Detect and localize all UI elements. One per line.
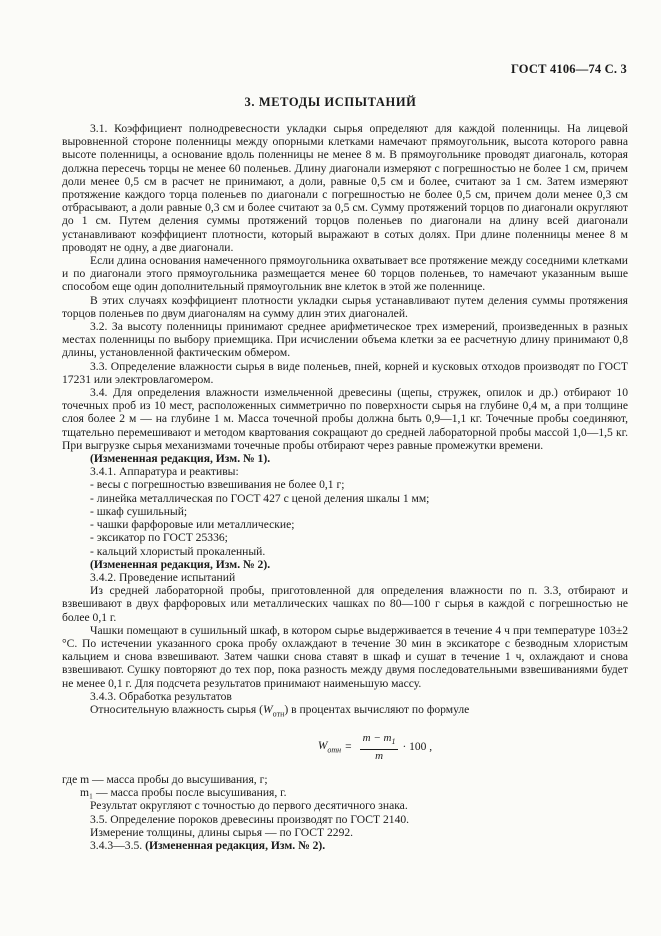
where-line-1: где m — масса пробы до высушивания, г; bbox=[62, 773, 268, 787]
list-item: - чашки фарфоровые или металлические; bbox=[90, 518, 295, 532]
formula-intro-text: Относительную влажность сырья ( bbox=[90, 702, 263, 716]
where-line-2: m₁ — масса пробы после высушивания, г. bbox=[80, 786, 287, 800]
formula-numerator: $m - m_1$ bbox=[360, 732, 399, 749]
moisture-formula bbox=[62, 732, 628, 763]
list-item: - эксикатор по ГОСТ 25336; bbox=[90, 531, 228, 545]
paragraph-3-2: 3.2. За высоту поленницы принимают среднее арифметическое трех измерений, произведенных в разных местах поленницы по выбору приемщика. При исчислении объема клетки за ее расчетную длину принимают 0,8 длины, установленной фактическим обмером. bbox=[62, 320, 628, 360]
symbol-subscript: отн bbox=[272, 709, 285, 719]
formula-equals: = bbox=[345, 741, 352, 754]
formula-denominator: m bbox=[375, 749, 384, 762]
paragraph-3-4-2-a: Из средней лабораторной пробы, приготовленной для определения влажности по п. 3.3, отбирают и взвешивают в двух фарфоровых или металлических чашках по 80—100 г сырья в каждой с погрешностью не более 0,1 г. bbox=[62, 584, 628, 624]
paragraph-3-5: 3.5. Определение пороков древесины производят по ГОСТ 2140. bbox=[90, 812, 410, 826]
formula-fraction bbox=[360, 732, 399, 763]
list-item: - шкаф сушильный; bbox=[90, 504, 188, 518]
paragraph-3-1: 3.1. Коэффициент полнодревесности укладки сырья определяют для каждой поленницы. На лицевой выровненной стороне поленницы между опорными клетками намечают прямоугольник, высота которого равна высоте поленницы, а основание вдоль поленницы не менее 8 м. В прямоугольнике проводят диагональ, которая должна пересечь торцы не менее 60 поленьев. Длину диагонали измеряют с погрешностью не более 1 см, причем доли менее 0,5 см в расчет не принимают, а доли, равные 0,5 см и более, считают за 1 см. Затем измеряют протяжение каждого торца поленьев по диагонали с погрешностью не более 0,5 см, причем доли менее 0,3 см отбрасывают, а доли равные 0,3 см и более считают за 0,5 см. Сумму протяжений торцов по диагонали округляют до 1 см. Путем деления суммы протяжений торцов поленьев по диагонали на длину всей диагонали устанавливают коэффициент плотности, который выражают в сотых долях. При длине поленницы менее 8 м проводят не одну, а две диагонали. bbox=[62, 122, 628, 254]
paragraph-3-3: 3.3. Определение влажности сырья в виде поленьев, пней, корней и кусковых отходов производят по ГОСТ 17231 или электровлагомером. bbox=[62, 359, 628, 386]
paragraph-3-4-1: 3.4.1. Аппаратура и реактивы: bbox=[90, 465, 239, 479]
page-header: ГОСТ 4106—74 С. 3 bbox=[510, 62, 627, 76]
section-title: 3. МЕТОДЫ ИСПЫТАНИЙ bbox=[244, 95, 417, 109]
paragraph-3-4-3: 3.4.3. Обработка результатов bbox=[90, 689, 232, 703]
formula-intro-text-end: ) в процентах вычисляют по формуле bbox=[284, 702, 470, 716]
list-item: - линейка металлическая по ГОСТ 427 с ценой деления шкалы 1 мм; bbox=[90, 491, 430, 505]
symbol-w: W bbox=[263, 702, 273, 716]
formula-tail: · 100 , bbox=[402, 741, 433, 754]
document-body bbox=[62, 122, 628, 852]
list-item: - весы с погрешностью взвешивания не более 0,1 г; bbox=[90, 478, 345, 492]
paragraph-thickness: Измерение толщины, длины сырья — по ГОСТ 2292. bbox=[90, 825, 354, 839]
list-item: - кальций хлористый прокаленный. bbox=[90, 544, 266, 558]
paragraph-3-1-b: Если длина основания намеченного прямоугольника охватывает все протяжение между соседними клетками и по диагонали этого прямоугольника размещается менее 60 торцов поленьев, то намечают указанным выше способом еще один дополнительный прямоугольник вне клеток в этой же поленнице. bbox=[62, 254, 628, 294]
edit-note-2: (Измененная редакция, Изм. № 2). bbox=[90, 557, 271, 571]
edit-note-1: (Измененная редакция, Изм. № 1). bbox=[90, 452, 271, 466]
paragraph-3-4-3-a bbox=[62, 703, 628, 721]
paragraph-final-edit: 3.4.3—3.5. (Измененная редакция, Изм. № 2). bbox=[90, 839, 326, 853]
formula-lhs: $W_{отн}$ bbox=[317, 739, 342, 754]
paragraph-3-4-2: 3.4.2. Проведение испытаний bbox=[90, 570, 236, 584]
paragraph-rounding: Результат округляют с точностью до первого десятичного знака. bbox=[90, 799, 408, 813]
paragraph-3-4: 3.4. Для определения влажности измельченной древесины (щепы, стружек, опилок и др.) отбирают 10 точечных проб из 10 мест, расположенных симметрично по поверхности сырья на глубине 0,4 м, а при толщине слоя более 2 м — на глубине 1 м. Масса точечной пробы должна быть 0,9—1,1 кг. Точечные пробы соединяют, тщательно перемешивают и методом квартования сокращают до средней лабораторной пробы массой 1,0—1,5 кг. При выгрузке сырья механизмами точечные пробы отбирают через равные промежутки времени. bbox=[62, 386, 628, 452]
paragraph-3-1-c: В этих случаях коэффициент плотности укладки сырья устанавливают путем деления суммы протяжения торцов поленьев по двум диагоналям на сумму длин этих диагоналей. bbox=[62, 293, 628, 320]
paragraph-3-4-2-b: Чашки помещают в сушильный шкаф, в котором сырье выдерживается в течение 4 ч при температуре 103±2 °С. По истечении указанного срока пробу охлаждают в течение 30 мин в эксикаторе с безводным хлористым кальцием и снова взвешивают. Затем чашки снова ставят в шкаф и сушат в течение 1 ч, охлаждают и снова взвешивают. Сушку повторяют до тех пор, пока разность между двумя последовательными взвешиваниями будет не менее 0,1 г. Для подсчета результатов принимают наименьшую массу. bbox=[62, 623, 628, 690]
